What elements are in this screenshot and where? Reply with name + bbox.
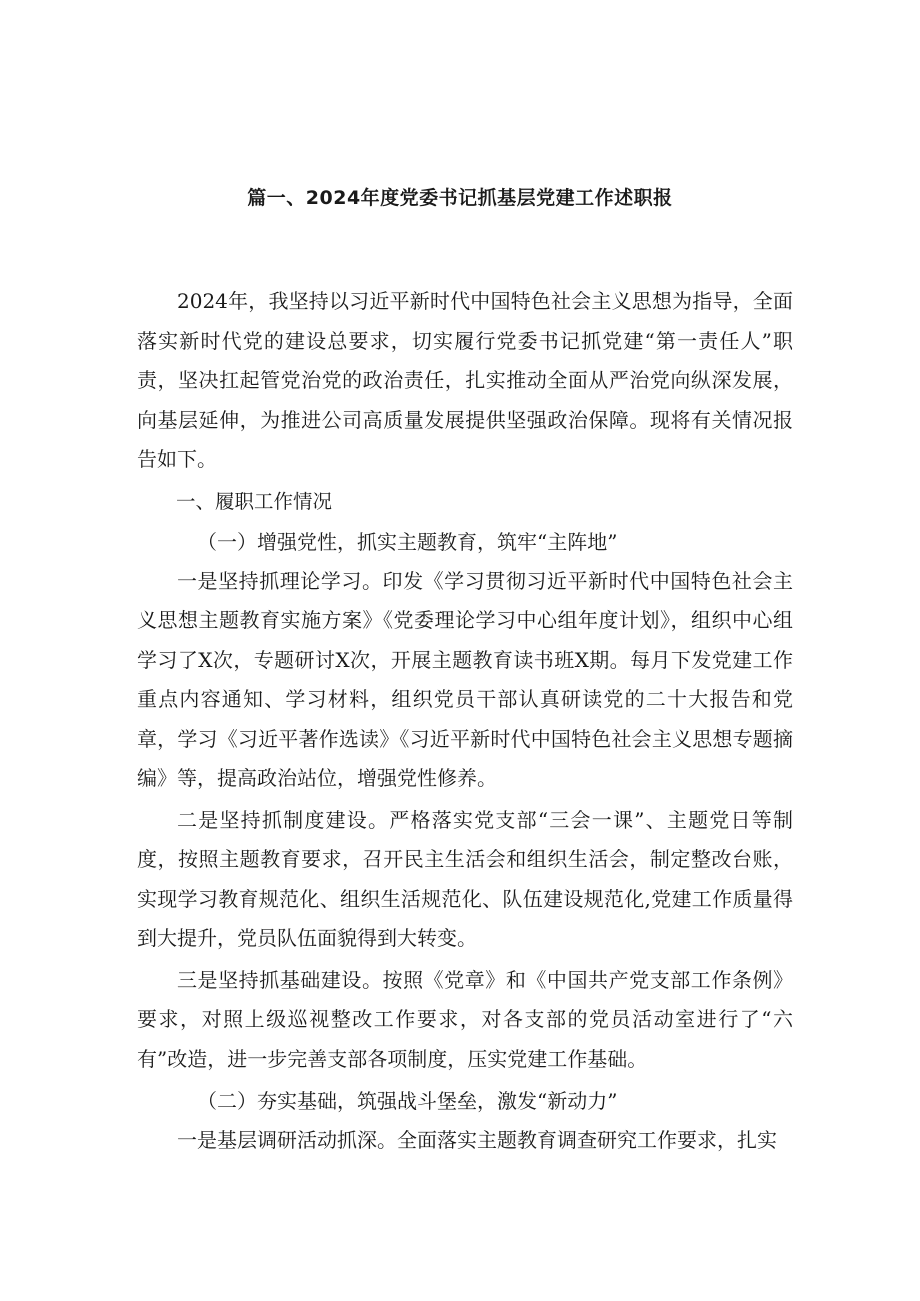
intro-paragraph: 2024年，我坚持以习近平新时代中国特色社会主义思想为指导，全面落实新时代党的建设总要求，切实履行党委书记抓党建“第一责任人”职责，坚决扛起管党治党的政治责任，扎实推动全面从严治党向纵深发展，向基层延伸，为推进公司高质量发展提供坚强政治保障。现将有关情况报告如下。: [137, 289, 793, 471]
document-title: 篇一、2024年度党委书记抓基层党建工作述职报: [247, 187, 673, 209]
subsection-heading: （二）夯实基础，筑强战斗堡垒，激发“新动力”: [197, 1089, 618, 1113]
section-heading: 一、履职工作情况: [176, 489, 333, 513]
paragraph-theory-study: 一是坚持抓理论学习。印发《学习贯彻习近平新时代中国特色社会主义思想主题教育实施方案》《党委理论学习中心组年度计划》，组织中心组学习了X次，专题研讨X次，开展主题教育读书班X期。每月下发党建工作重点内容通知、学习材料，组织党员干部认真研读党的二十大报告和党章，学习《习近平著作选读》《习近平新时代中国特色社会主义思想专题摘编》等，提高政治站位，增强党性修养。: [137, 568, 793, 790]
subsection-heading: （一）增强党性，抓实主题教育，筑牢“主阵地”: [197, 529, 618, 554]
document-body: [137, 282, 793, 1161]
paragraph-system-building: 二是坚持抓制度建设。严格落实党支部“三会一课”、主题党日等制度，按照主题教育要求，召开民主生活会和组织生活会，制定整改台账，实现学习教育规范化、组织生活规范化、队伍建设规范化,党建工作质量得到大提升，党员队伍面貌得到大转变。: [137, 807, 793, 950]
paragraph-foundation-building: 三是坚持抓基础建设。按照《党章》和《中国共产党支部工作条例》要求，对照上级巡视整改工作要求，对各支部的党员活动室进行了“六有”改造，进一步完善支部各项制度，压实党建工作基础。: [137, 967, 793, 1071]
paragraph-grassroots-research: 一是基层调研活动抓深。全面落实主题教育调查研究工作要求，扎实: [177, 1128, 777, 1152]
